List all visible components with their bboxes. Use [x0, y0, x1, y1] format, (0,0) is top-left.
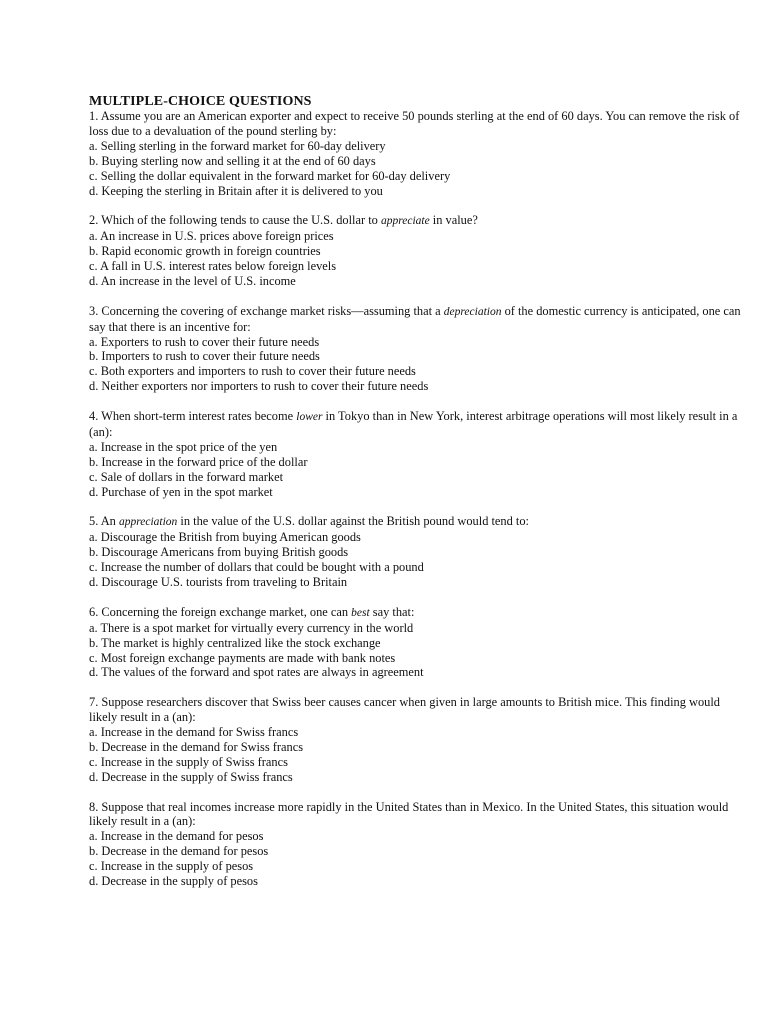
answer-option: b. The market is highly centralized like the stock exchange [89, 635, 381, 650]
answer-option: d. Decrease in the supply of pesos [89, 874, 258, 889]
document-page [89, 94, 749, 904]
stem-text: 6. Concerning the foreign exchange market, one can [89, 604, 352, 619]
stem-text: 1. Assume you are an American exporter and expect to receive 50 pounds sterling at the end of 60 days. You can remove the risk of loss due to a devaluation of the pound sterling by: [89, 109, 740, 138]
emphasized-term: appreciation [118, 516, 178, 529]
question-stem [89, 109, 749, 139]
answer-option: d. The values of the forward and spot rates are always in agreement [89, 665, 424, 680]
stem-text: 5. An [89, 514, 119, 529]
stem-text: 2. Which of the following tends to cause the U.S. dollar to [89, 213, 381, 228]
answer-option: b. Discourage Americans from buying British goods [89, 545, 349, 560]
answer-option: c. Sale of dollars in the forward market [89, 469, 284, 484]
question-7 [89, 695, 749, 784]
answer-option: d. An increase in the level of U.S. income [89, 273, 296, 288]
question-stem [89, 695, 749, 725]
answer-option: d. Purchase of yen in the spot market [89, 484, 273, 499]
emphasized-term: best [351, 606, 370, 619]
question-stem [89, 409, 749, 440]
answer-option: c. Increase the number of dollars that could be bought with a pound [89, 560, 424, 575]
question-2 [89, 213, 749, 289]
emphasized-term: depreciation [443, 305, 502, 318]
stem-text: of the domestic currency is anticipated, one can say that there is an incentive for: [89, 303, 741, 334]
answer-option: c. Selling the dollar equivalent in the forward market for 60-day delivery [89, 168, 451, 183]
answer-option: a. Increase in the spot price of the yen [89, 439, 278, 454]
answer-option: a. Increase in the demand for Swiss francs [89, 725, 299, 740]
answer-option: c. Most foreign exchange payments are made with bank notes [89, 650, 396, 665]
answer-option: a. Increase in the demand for pesos [89, 829, 264, 844]
question-list [89, 109, 749, 889]
answer-option: d. Neither exporters nor importers to rush to cover their future needs [89, 379, 429, 394]
answer-option: c. Increase in the supply of pesos [89, 859, 254, 874]
stem-text: 3. Concerning the covering of exchange market risks—assuming that a [89, 303, 444, 318]
question-8 [89, 800, 749, 889]
question-5 [89, 514, 749, 590]
stem-text: 8. Suppose that real incomes increase more rapidly in the United States than in Mexico. In the United States, this situation would likely result in a (an): [89, 799, 729, 829]
answer-option: a. There is a spot market for virtually every currency in the world [89, 620, 414, 635]
question-stem [89, 213, 749, 229]
stem-text: say that: [369, 604, 415, 619]
answer-option: c. Increase in the supply of Swiss francs [89, 754, 288, 769]
emphasized-term: appreciate [380, 215, 430, 228]
answer-option: d. Decrease in the supply of Swiss francs [89, 769, 293, 784]
answer-option: c. A fall in U.S. interest rates below foreign levels [89, 259, 337, 274]
emphasized-term: lower [296, 411, 323, 424]
answer-option: a. Selling sterling in the forward market for 60-day delivery [89, 138, 386, 153]
stem-text: 7. Suppose researchers discover that Swiss beer causes cancer when given in large amounts to British mice. This finding would likely result in a (an): [89, 695, 720, 725]
stem-text: in the value of the U.S. dollar against the British pound would tend to: [177, 514, 530, 529]
stem-text: in value? [429, 213, 478, 228]
answer-option: b. Rapid economic growth in foreign countries [89, 244, 321, 259]
answer-option: b. Increase in the forward price of the dollar [89, 454, 308, 469]
answer-option: a. Discourage the British from buying American goods [89, 530, 361, 545]
answer-option: b. Decrease in the demand for pesos [89, 844, 269, 859]
answer-option: a. Exporters to rush to cover their future needs [89, 334, 320, 349]
answer-option: d. Keeping the sterling in Britain after it is delivered to you [89, 183, 383, 198]
answer-option: c. Both exporters and importers to rush to cover their future needs [89, 364, 416, 379]
answer-option: b. Importers to rush to cover their future needs [89, 349, 320, 364]
stem-text: in Tokyo than in New York, interest arbitrage operations will most likely result in a (an): [89, 409, 738, 439]
question-stem [89, 800, 749, 830]
question-6 [89, 605, 749, 681]
question-1 [89, 109, 749, 198]
answer-option: b. Buying sterling now and selling it at the end of 60 days [89, 153, 376, 168]
question-stem [89, 304, 749, 335]
question-stem [89, 605, 749, 621]
answer-option: b. Decrease in the demand for Swiss francs [89, 739, 304, 754]
answer-option: a. An increase in U.S. prices above foreign prices [89, 229, 334, 244]
question-stem [89, 514, 749, 530]
question-3 [89, 304, 749, 394]
answer-option: d. Discourage U.S. tourists from traveling to Britain [89, 575, 348, 590]
page-title: MULTIPLE-CHOICE QUESTIONS [89, 94, 312, 109]
stem-text: 4. When short-term interest rates become [89, 409, 297, 424]
question-4 [89, 409, 749, 499]
